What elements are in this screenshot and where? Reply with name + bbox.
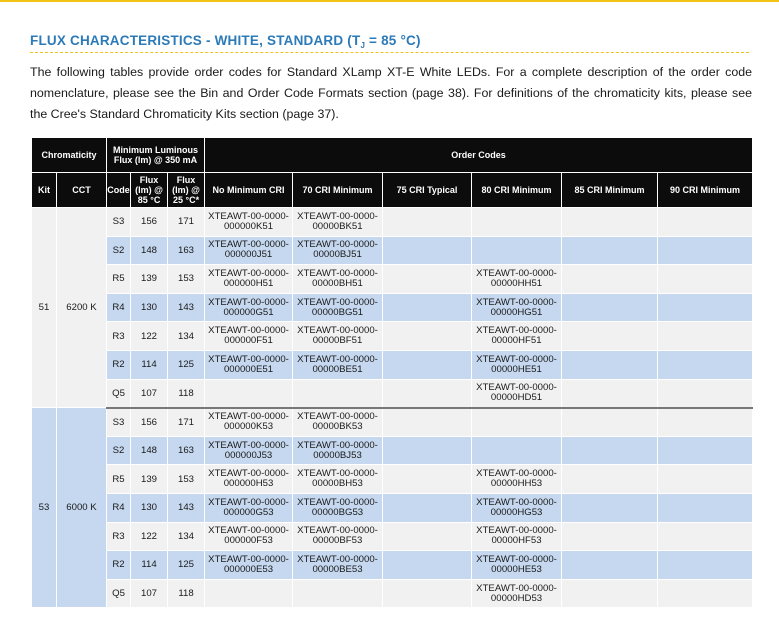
header-min-flux: Minimum Luminous Flux (lm) @ 350 mA	[107, 138, 205, 173]
flux-85-cell: 156	[131, 208, 168, 237]
order-code-cell: XTEAWT-00-0000-00000BE53	[293, 551, 383, 580]
order-code-cell	[658, 208, 753, 237]
flux-25-cell: 153	[168, 265, 205, 294]
table-row	[32, 236, 753, 265]
flux-85-cell: 114	[131, 551, 168, 580]
flux-25-cell: 163	[168, 436, 205, 465]
order-code-cell: XTEAWT-00-0000-00000BG51	[293, 293, 383, 322]
order-code-cell: XTEAWT-00-0000-00000BK53	[293, 408, 383, 437]
order-code-cell	[472, 436, 562, 465]
order-code-cell	[383, 408, 472, 437]
flux-25-cell: 163	[168, 236, 205, 265]
flux-85-cell: 107	[131, 579, 168, 608]
order-code-cell	[658, 436, 753, 465]
order-code-cell	[562, 408, 658, 437]
order-code-cell	[562, 522, 658, 551]
order-code-cell	[562, 579, 658, 608]
order-code-cell	[562, 350, 658, 379]
flux-25-cell: 134	[168, 322, 205, 351]
bin-code-cell: R5	[107, 465, 131, 494]
table-row	[32, 350, 753, 379]
table-row	[32, 265, 753, 294]
order-code-cell	[658, 350, 753, 379]
order-code-cell	[658, 493, 753, 522]
order-code-cell: XTEAWT-00-0000-000000K53	[205, 408, 293, 437]
order-code-cell	[383, 236, 472, 265]
order-code-cell: XTEAWT-00-0000-00000BK51	[293, 208, 383, 237]
order-code-cell	[383, 579, 472, 608]
order-code-cell	[658, 265, 753, 294]
header-85-cri: 85 CRI Minimum	[562, 173, 658, 208]
header-chromaticity: Chromaticity	[32, 138, 107, 173]
order-code-cell	[383, 379, 472, 408]
table-row	[32, 579, 753, 608]
header-flux-85: Flux (lm) @ 85 °C	[131, 173, 168, 208]
table-row	[32, 522, 753, 551]
order-code-cell	[658, 379, 753, 408]
bin-code-cell: S2	[107, 436, 131, 465]
order-code-cell: XTEAWT-00-0000-00000HE51	[472, 350, 562, 379]
order-code-cell	[658, 236, 753, 265]
order-code-cell: XTEAWT-00-0000-00000BJ53	[293, 436, 383, 465]
order-code-cell	[383, 465, 472, 494]
flux-85-cell: 156	[131, 408, 168, 437]
order-code-cell	[293, 379, 383, 408]
order-code-cell	[383, 322, 472, 351]
order-code-cell	[472, 408, 562, 437]
order-code-cell: XTEAWT-00-0000-00000HD53	[472, 579, 562, 608]
order-code-cell	[562, 322, 658, 351]
order-code-cell: XTEAWT-00-0000-00000BG53	[293, 493, 383, 522]
flux-85-cell: 114	[131, 350, 168, 379]
bin-code-cell: R4	[107, 293, 131, 322]
order-code-cell: XTEAWT-00-0000-000000J53	[205, 436, 293, 465]
order-code-cell	[658, 579, 753, 608]
order-code-cell	[562, 379, 658, 408]
flux-25-cell: 171	[168, 208, 205, 237]
flux-85-cell: 130	[131, 493, 168, 522]
order-code-cell: XTEAWT-00-0000-000000G51	[205, 293, 293, 322]
flux-85-cell: 107	[131, 379, 168, 408]
table-row	[32, 379, 753, 408]
header-cct: CCT	[57, 173, 107, 208]
flux-85-cell: 148	[131, 436, 168, 465]
flux-85-cell: 122	[131, 322, 168, 351]
order-code-cell	[562, 236, 658, 265]
header-70-cri: 70 CRI Minimum	[293, 173, 383, 208]
kit-cell: 51	[32, 208, 57, 408]
order-code-cell	[658, 551, 753, 580]
bin-code-cell: Q5	[107, 579, 131, 608]
order-code-cell: XTEAWT-00-0000-00000HF53	[472, 522, 562, 551]
order-code-cell: XTEAWT-00-0000-000000F53	[205, 522, 293, 551]
order-code-cell	[383, 293, 472, 322]
cct-cell: 6000 K	[57, 408, 107, 608]
order-code-cell	[383, 522, 472, 551]
flux-85-cell: 139	[131, 465, 168, 494]
order-code-cell	[562, 208, 658, 237]
table-row	[32, 551, 753, 580]
bin-code-cell: R5	[107, 265, 131, 294]
order-code-cell	[383, 350, 472, 379]
flux-25-cell: 118	[168, 379, 205, 408]
order-code-cell	[383, 436, 472, 465]
header-75-cri: 75 CRI Typical	[383, 173, 472, 208]
cct-cell: 6200 K	[57, 208, 107, 408]
table-row	[32, 493, 753, 522]
bin-code-cell: R2	[107, 551, 131, 580]
order-code-cell	[562, 465, 658, 494]
flux-85-cell: 148	[131, 236, 168, 265]
order-code-cell: XTEAWT-00-0000-00000HE53	[472, 551, 562, 580]
flux-25-cell: 171	[168, 408, 205, 437]
table-row	[32, 293, 753, 322]
flux-25-cell: 153	[168, 465, 205, 494]
order-code-cell	[562, 293, 658, 322]
header-90-cri: 90 CRI Minimum	[658, 173, 753, 208]
order-code-cell: XTEAWT-00-0000-00000HD51	[472, 379, 562, 408]
order-code-cell: XTEAWT-00-0000-00000BF53	[293, 522, 383, 551]
order-code-cell	[383, 208, 472, 237]
order-code-cell	[562, 436, 658, 465]
bin-code-cell: S3	[107, 208, 131, 237]
order-code-cell: XTEAWT-00-0000-00000BH53	[293, 465, 383, 494]
order-code-cell: XTEAWT-00-0000-000000K51	[205, 208, 293, 237]
order-code-cell: XTEAWT-00-0000-000000E53	[205, 551, 293, 580]
flux-85-cell: 139	[131, 265, 168, 294]
order-code-cell: XTEAWT-00-0000-000000J51	[205, 236, 293, 265]
order-code-cell: XTEAWT-00-0000-00000BE51	[293, 350, 383, 379]
flux-25-cell: 134	[168, 522, 205, 551]
bin-code-cell: R4	[107, 493, 131, 522]
kit-cell: 53	[32, 408, 57, 608]
order-code-cell	[658, 322, 753, 351]
order-code-cell	[383, 265, 472, 294]
flux-25-cell: 143	[168, 493, 205, 522]
header-order-codes: Order Codes	[205, 138, 753, 173]
order-code-cell	[658, 293, 753, 322]
order-code-cell: XTEAWT-00-0000-00000BH51	[293, 265, 383, 294]
order-code-cell: XTEAWT-00-0000-00000HG53	[472, 493, 562, 522]
header-no-min-cri: No Minimum CRI	[205, 173, 293, 208]
flux-85-cell: 130	[131, 293, 168, 322]
kit-group-53	[32, 408, 753, 608]
order-code-cell: XTEAWT-00-0000-00000HG51	[472, 293, 562, 322]
top-accent-line	[0, 0, 779, 2]
order-code-cell: XTEAWT-00-0000-00000HH53	[472, 465, 562, 494]
order-code-cell: XTEAWT-00-0000-000000H53	[205, 465, 293, 494]
flux-25-cell: 143	[168, 293, 205, 322]
order-code-cell	[383, 551, 472, 580]
table-row	[32, 465, 753, 494]
flux-25-cell: 118	[168, 579, 205, 608]
bin-code-cell: R3	[107, 522, 131, 551]
table-row	[32, 208, 753, 237]
order-code-cell: XTEAWT-00-0000-000000H51	[205, 265, 293, 294]
bin-code-cell: R2	[107, 350, 131, 379]
order-code-cell	[293, 579, 383, 608]
kit-group-51	[32, 208, 753, 408]
order-code-cell	[562, 551, 658, 580]
order-code-cell: XTEAWT-00-0000-00000HF51	[472, 322, 562, 351]
order-code-cell	[383, 493, 472, 522]
order-code-cell	[205, 379, 293, 408]
flux-25-cell: 125	[168, 350, 205, 379]
order-code-cell: XTEAWT-00-0000-00000BF51	[293, 322, 383, 351]
bin-code-cell: R3	[107, 322, 131, 351]
order-code-cell	[205, 579, 293, 608]
title-divider	[30, 52, 749, 53]
header-kit: Kit	[32, 173, 57, 208]
order-code-cell	[472, 236, 562, 265]
order-code-cell: XTEAWT-00-0000-00000BJ51	[293, 236, 383, 265]
bin-code-cell: S2	[107, 236, 131, 265]
order-code-cell	[472, 208, 562, 237]
bin-code-cell: S3	[107, 408, 131, 437]
bin-code-cell: Q5	[107, 379, 131, 408]
order-code-cell: XTEAWT-00-0000-000000G53	[205, 493, 293, 522]
order-code-cell: XTEAWT-00-0000-000000F51	[205, 322, 293, 351]
order-code-cell: XTEAWT-00-0000-00000HH51	[472, 265, 562, 294]
header-flux-25: Flux (lm) @ 25 °C*	[168, 173, 205, 208]
order-code-cell: XTEAWT-00-0000-000000E51	[205, 350, 293, 379]
order-code-cell	[658, 522, 753, 551]
table-row	[32, 408, 753, 437]
order-code-cell	[562, 493, 658, 522]
order-code-cell	[562, 265, 658, 294]
flux-85-cell: 122	[131, 522, 168, 551]
header-code: Code	[107, 173, 131, 208]
order-code-cell	[658, 408, 753, 437]
table-row	[32, 322, 753, 351]
table-row	[32, 436, 753, 465]
intro-paragraph: The following tables provide order codes for Standard XLamp XT-E White LEDs. For a complete description of the order code nomenclature, please see the Bin and Order Code Formats section (page 38). For definitions of the chromaticity kits, please see the Cree's Standard Chromaticity Kits section (page 37).	[30, 65, 752, 121]
flux-table	[31, 137, 753, 608]
section-title: FLUX CHARACTERISTICS - WHITE, STANDARD ($T_J = 85$ °C)	[30, 33, 421, 50]
order-code-cell	[658, 465, 753, 494]
flux-25-cell: 125	[168, 551, 205, 580]
header-80-cri: 80 CRI Minimum	[472, 173, 562, 208]
